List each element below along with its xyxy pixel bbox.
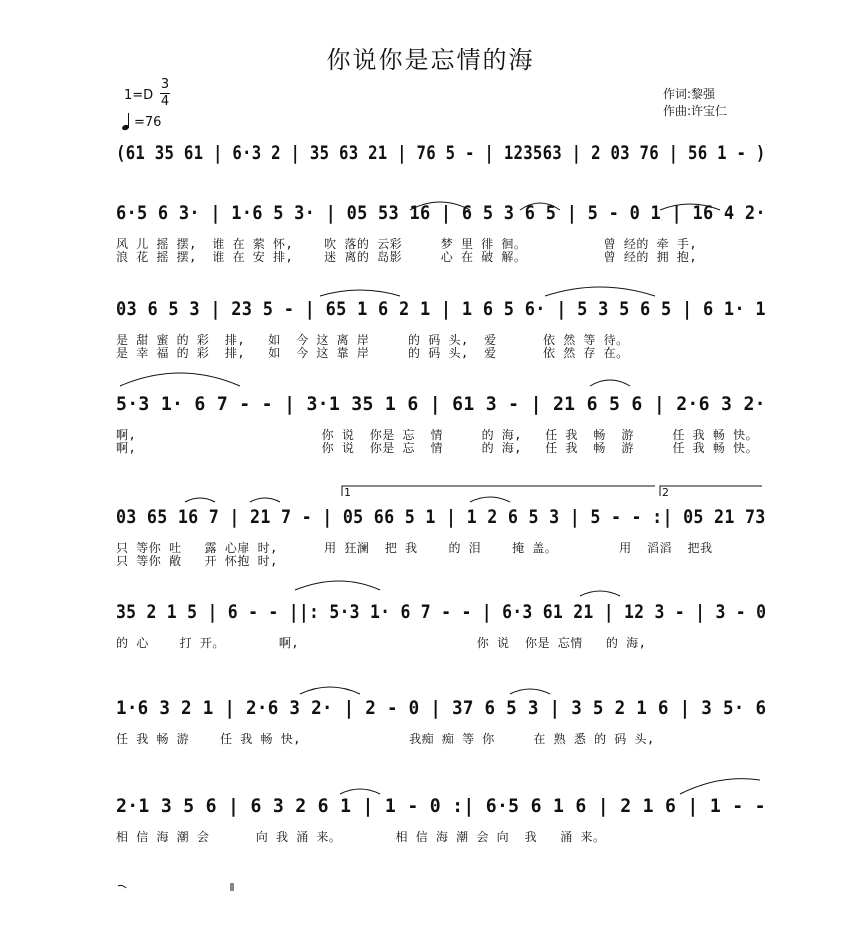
lyrics-line: 风 儿 摇 摆, 谁 在 萦 怀, 吹 落的 云彩 梦 里 徘 徊。 曾 经的 牵 手, — [116, 237, 698, 251]
staff-row — [116, 791, 766, 844]
lyrics-line: 啊, 你 说 你是 忘 情 的 海, 任 我 畅 游 任 我 畅 快。 — [116, 428, 759, 442]
lyrics-line: 是 幸 福 的 彩 排, 如 今 这 靠 岸 的 码 头, 爱 依 然 存 在。 — [116, 346, 629, 360]
lyrics-line: 浪 花 摇 摆, 谁 在 安 排, 迷 离的 岛影 心 在 破 解。 曾 经的 拥 抱, — [116, 250, 698, 264]
staff-row — [116, 294, 766, 360]
staff-row — [116, 389, 766, 455]
lyrics-block — [116, 429, 766, 455]
notation-line: 03 65 16 7 | 21 7 - | 05 66 5 1 | 1 2 6 5 3 | 5 - - :| 05 21 73 — [116, 506, 766, 528]
credits — [663, 86, 727, 120]
slur — [295, 581, 380, 590]
notation-line: 03 6 5 3 | 23 5 - | 65 1 6 2 1 | 1 6 5 6· | 5 3 5 6 5 | 6 1· 1 — [116, 298, 766, 320]
staff-row — [116, 502, 766, 568]
slur — [120, 373, 240, 386]
lyrics-line: 的 心 打 开。 啊, 你 说 你是 忘情 的 海, — [116, 636, 647, 650]
lyrics-line: 是 甜 蜜 的 彩 排, 如 今 这 离 岸 的 码 头, 爱 依 然 等 待。 — [116, 333, 629, 347]
lyrics-line: 只 等你 吐 露 心扉 时, 用 狂澜 把 我 的 泪 掩 盖。 用 滔滔 把我 — [116, 541, 713, 555]
volta-1-bracket — [342, 486, 655, 496]
lyrics-block — [116, 542, 766, 568]
lyrics-block — [116, 733, 766, 746]
lyrics-block — [116, 334, 766, 360]
end-mark — [118, 885, 126, 888]
notation-line: 35 2 1 5 | 6 - - ||: 5·3 1· 6 7 - - | 6·3 61 21 | 12 3 - | 3 - 0 — [116, 601, 767, 623]
song-title: 你说你是忘情的海 — [326, 46, 535, 74]
lyrics-line: 只 等你 敞 开 怀抱 时, — [116, 554, 278, 568]
key-signature: 1=D — [124, 88, 154, 103]
staff-row — [116, 198, 766, 264]
notation-line: 2·1 3 5 6 | 6 3 2 6 1 | 1 - 0 :| 6·5 6 1 6 | 2 1 6 | 1 - - — [116, 795, 766, 817]
slur — [580, 591, 620, 596]
notation-line: (61 35 61 | 6·3 2 | 35 63 21 | 76 5 - | 123563 | 2 03 76 | 56 1 - ) — [116, 142, 766, 164]
lyrics-line: 啊, 你 说 你是 忘 情 的 海, 任 我 畅 游 任 我 畅 快。 — [116, 441, 759, 455]
staff-row — [116, 138, 766, 168]
time-signature-bottom: 4 — [160, 94, 170, 109]
lyrics-line: 相 信 海 潮 会 向 我 涌 来。 相 信 海 潮 会 向 我 涌 来。 — [116, 830, 606, 844]
time-signature-top: 3 — [160, 77, 170, 92]
lyrics-block — [116, 238, 766, 264]
notation-line: 6·5 6 3· | 1·6 5 3· | 05 53 16 | 6 5 3 6 5 | 5 - 0 1 | 16 4 2· — [116, 202, 766, 224]
lyrics-block — [116, 831, 766, 844]
notation-line: 1·6 3 2 1 | 2·6 3 2· | 2 - 0 | 37 6 5 3 | 3 5 2 1 6 | 3 5· 6 — [116, 697, 767, 719]
lyrics-line: 任 我 畅 游 任 我 畅 快, 我痴 痴 等 你 在 熟 悉 的 码 头, — [116, 732, 655, 746]
volta-2-bracket — [660, 486, 762, 496]
time-signature — [160, 78, 170, 109]
slur — [590, 380, 630, 386]
tempo-marking — [122, 112, 161, 130]
notation-line: 5·3 1· 6 7 - - | 3·1 35 1 6 | 61 3 - | 21 6 5 6 | 2·6 3 2· — [116, 393, 766, 415]
lyrics-block — [116, 637, 766, 650]
composer: 作曲:许宝仁 — [663, 104, 728, 118]
volta-1-label: 1 — [344, 486, 351, 499]
staff-row — [116, 597, 766, 650]
staff-row — [116, 693, 766, 746]
lyricist: 作词:黎强 — [663, 87, 716, 101]
tempo-value: =76 — [134, 115, 162, 130]
quarter-note-icon — [122, 112, 132, 130]
volta-2-label: 2 — [662, 486, 669, 499]
